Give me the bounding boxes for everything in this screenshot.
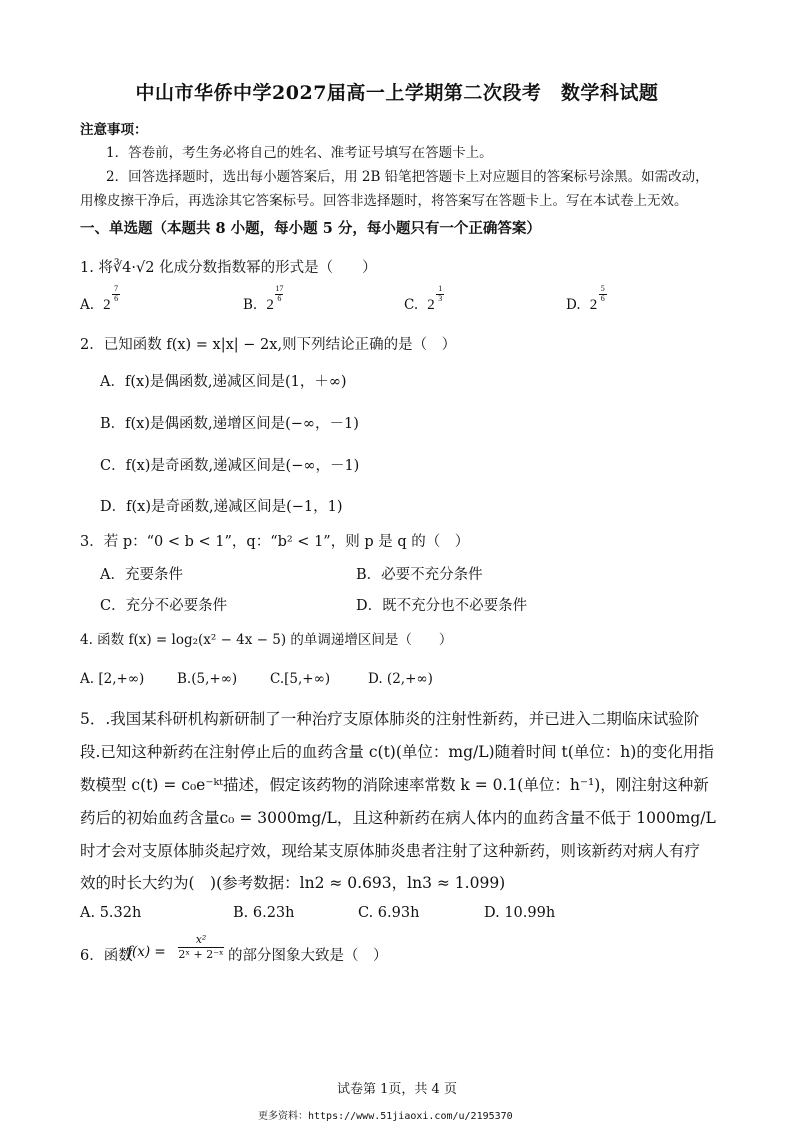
q6-denominator: 2ˣ + 2⁻ˣ: [178, 948, 224, 961]
q2-stem: 2．已知函数 f(x) = x|x| − 2x,则下列结论正确的是（ ）: [80, 337, 457, 353]
q1-option-a-den: 6: [114, 294, 119, 303]
q5-line-4: 药后的初始血药含量c₀ = 3000mg/L，且这种新药在病人体内的血药含量不低于 1000mg/L: [80, 809, 716, 827]
q4-option-d: D. (2,+∞): [368, 671, 433, 687]
q1-option-c-num: 1: [438, 284, 443, 293]
q2-option-b: B．f(x)是偶函数,递增区间是(−∞，－1): [100, 416, 359, 432]
q3-stem: 3．若 p：“0 < b < 1”，q：“b² < 1”，则 p 是 q 的（ ）: [80, 534, 470, 550]
q5-line-5: 时才会对支原体肺炎起疗效，现给某支原体肺炎患者注射了这种新药，则该新药对病人有疗: [80, 842, 701, 860]
q1-option-b-value: [266, 284, 284, 314]
q1-option-b-num: 17: [275, 284, 284, 293]
q6-numerator: x²: [195, 933, 207, 946]
q1-option-c-base: 2: [427, 297, 435, 313]
q6-func: f(x) =: [127, 944, 166, 960]
q2-option-a: A．f(x)是偶函数,递减区间是(1，＋∞): [100, 374, 347, 390]
q3-option-d: D．既不充分也不必要条件: [356, 598, 528, 614]
q5-line-1: 5．.我国某科研机构新研制了一种治疗支原体肺炎的注射性新药，并已进入二期临床试验阶: [80, 710, 700, 728]
q1-option-d-value: [589, 284, 605, 314]
notice-heading: 注意事项：: [80, 122, 148, 138]
q1-option-a-base: 2: [103, 297, 111, 313]
q5-option-a: A. 5.32h: [80, 905, 142, 921]
q5-line-2: 段.已知这种新药在注射停止后的血药含量 c(t)(单位：mg/L)随着时间 t(单位：h)的变化用指: [80, 743, 714, 761]
section-1-heading: 一、单选题（本题共 8 小题，每小题 5 分，每小题只有一个正确答案）: [80, 220, 541, 237]
q1-option-c-label: C.: [404, 297, 419, 313]
notice-item-2-line-2: 用橡皮擦干净后，再选涂其它答案标号。回答非选择题时，将答案写在答题卡上。写在本试卷上无效。: [80, 193, 688, 209]
q1-option-c-value: [427, 284, 443, 314]
q4-option-c: C.[5,+∞): [270, 671, 331, 687]
q5-option-b: B. 6.23h: [233, 905, 295, 921]
q6-prefix: 6．函数: [80, 948, 133, 964]
q4-option-b: B.(5,+∞): [177, 671, 238, 687]
q1-option-d-num: 5: [600, 284, 605, 293]
q4-stem: 4. 函数 f(x) = log₂(x² − 4x − 5) 的单调递增区间是（ ）: [80, 632, 453, 648]
q1-stem: 1. 将∛4·√2 化成分数指数幂的形式是（ ）: [80, 260, 377, 276]
q6-suffix: 的部分图象大致是（ ）: [228, 948, 388, 964]
q5-line-3: 数模型 c(t) = c₀e⁻ᵏᵗ描述，假定该药物的消除速率常数 k = 0.1(单位：h⁻¹)，刚注射这种新: [80, 776, 709, 794]
q1-option-a: [80, 284, 119, 314]
exam-title: 中山市华侨中学2027届高一上学期第二次段考 数学科试题: [135, 82, 659, 104]
q4-option-a: A. [2,+∞): [80, 671, 145, 687]
q1-option-a-label: A.: [80, 297, 95, 313]
q1-option-d: [566, 284, 605, 314]
q1-option-d-den: 6: [600, 294, 605, 303]
q3-option-a: A．充要条件: [100, 567, 183, 583]
q2-option-c: C．f(x)是奇函数,递减区间是(−∞，－1): [100, 458, 360, 474]
q5-option-d: D. 10.99h: [484, 905, 556, 921]
q6-fraction: [176, 933, 226, 962]
q1-option-a-num: 7: [114, 284, 119, 293]
q1-option-b-den: 6: [277, 294, 282, 303]
q5-line-6: 效的时长大约为( )(参考数据：ln2 ≈ 0.693，ln3 ≈ 1.099): [80, 874, 506, 892]
q1-option-d-label: D.: [566, 297, 581, 313]
q1-option-b-base: 2: [266, 297, 274, 313]
q2-option-d: D．f(x)是奇函数,递减区间是(−1，1): [100, 499, 343, 515]
q1-option-c-den: 3: [438, 294, 443, 303]
q1-option-d-base: 2: [589, 297, 598, 313]
page-footer: 试卷第 1页，共 4 页: [337, 1082, 457, 1097]
notice-item-1: 1．答卷前，考生务必将自己的姓名、准考证号填写在答题卡上。: [106, 145, 493, 161]
q1-option-b-label: B.: [243, 297, 258, 313]
q5-option-c: C. 6.93h: [358, 905, 420, 921]
notice-item-2-line-1: 2．回答选择题时，选出每小题答案后，用 2B 铅笔把答题卡上对应题目的答案标号涂黑。如需改动，: [106, 169, 709, 185]
q1-option-a-value: [103, 284, 119, 314]
q1-option-b: [243, 284, 284, 314]
resource-link[interactable]: 更多资料：https://www.51jiaoxi.com/u/2195370: [258, 1111, 513, 1122]
q3-option-b: B．必要不充分条件: [356, 567, 483, 583]
q1-option-c: [404, 284, 443, 314]
q3-option-c: C．充分不必要条件: [100, 598, 228, 614]
